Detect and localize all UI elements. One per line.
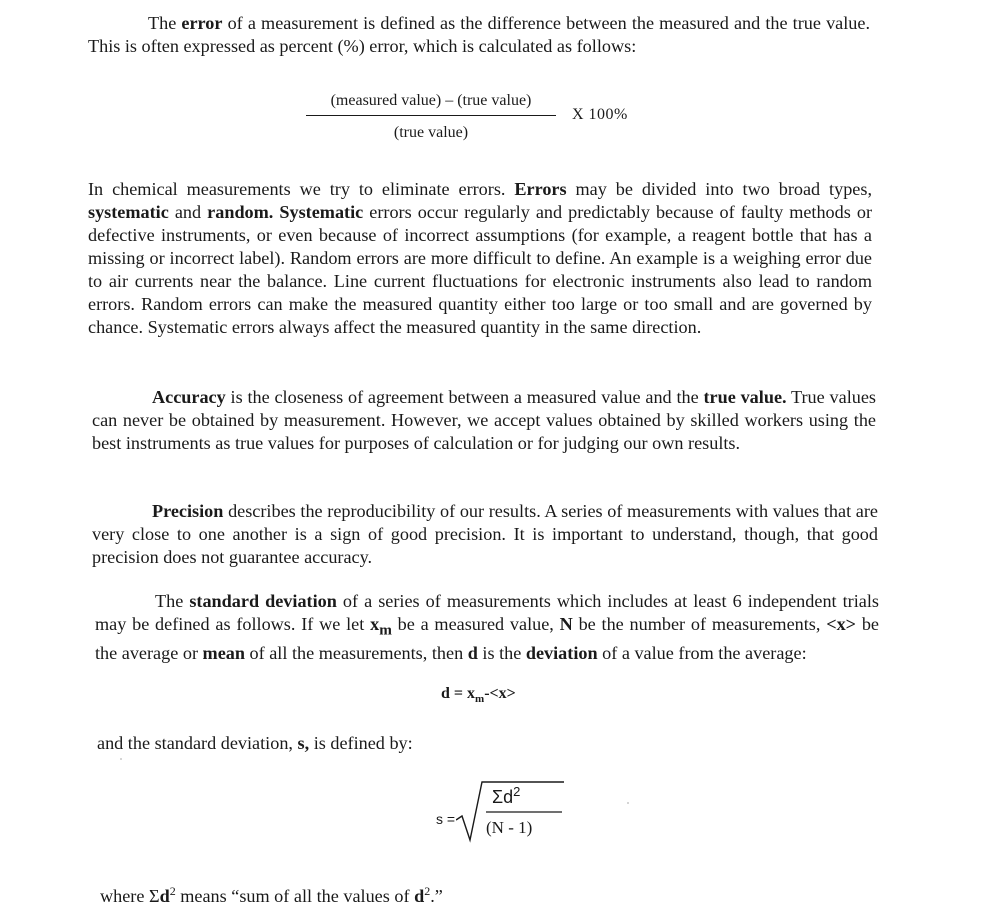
standard-deviation-formula [436,778,566,848]
std-dev-intro-line: and the standard deviation, s, is defined by: [97,733,413,753]
accuracy-paragraph: Accuracy is the closeness of agreement between a measured value and the true value. True values can never be obtained by measurement. However, we accept values obtained by skilled workers using the best instruments as true values for purposes of calculation or for judging our own results. [92,387,876,453]
standard-deviation-paragraph: The standard deviation of a series of measurements which includes at least 6 independent trials may be defined as follows. If we let $x_m$ be a measured value, N be the number of measurements, <x> be the average or mean of all the measurements, then d is the deviation of a value from the average: [95,591,879,663]
formula-denominator: (true value) [393,124,469,141]
errors-types-paragraph: In chemical measurements we try to eliminate errors. Errors may be divided into two broad types, systematic and random. Systematic errors occur regularly and predictably because of faulty methods or defective instruments, or even because of incorrect assumptions (for example, a reagent bottle that has a missing or incorrect label). Random errors are more difficult to define. An example is a weighing error due to air currents near the balance. Line current fluctuations for electronic instruments also lead to random errors. Random errors can make the measured quantity either too large or too small and are governed by chance. Systematic errors always affect the measured quantity in the same direction. [88,179,873,337]
deviation-equation: $d = x_m-<x>$ [441,685,516,706]
error-definition-paragraph: The error of a measurement is defined as the difference between the measured and the true value. This is often expressed as percent (%) error, which is calculated as follows: [88,13,871,56]
formula-sum: $\Sigma d^2$ [492,784,521,807]
formula-multiplier: X 100% [572,106,628,123]
formula-lhs: s = [436,811,456,827]
sum-explanation-line: where $\Sigma d^2$ means “sum of all the values of $d^2$.” [100,884,443,907]
fraction-bar [306,115,556,116]
formula-numerator: (measured value) – (true value) [330,92,532,109]
percent-error-formula [306,90,556,144]
scan-speck [627,802,629,804]
formula-denominator-n-minus-1: (N - 1) [486,818,533,837]
term-error: error [181,13,223,33]
precision-paragraph: Precision describes the reproducibility of our results. A series of measurements with values that are very close to one another is a sign of good precision. It is important to understand, though, that good precision does not guarantee accuracy. [92,501,878,567]
scan-speck [120,758,122,760]
